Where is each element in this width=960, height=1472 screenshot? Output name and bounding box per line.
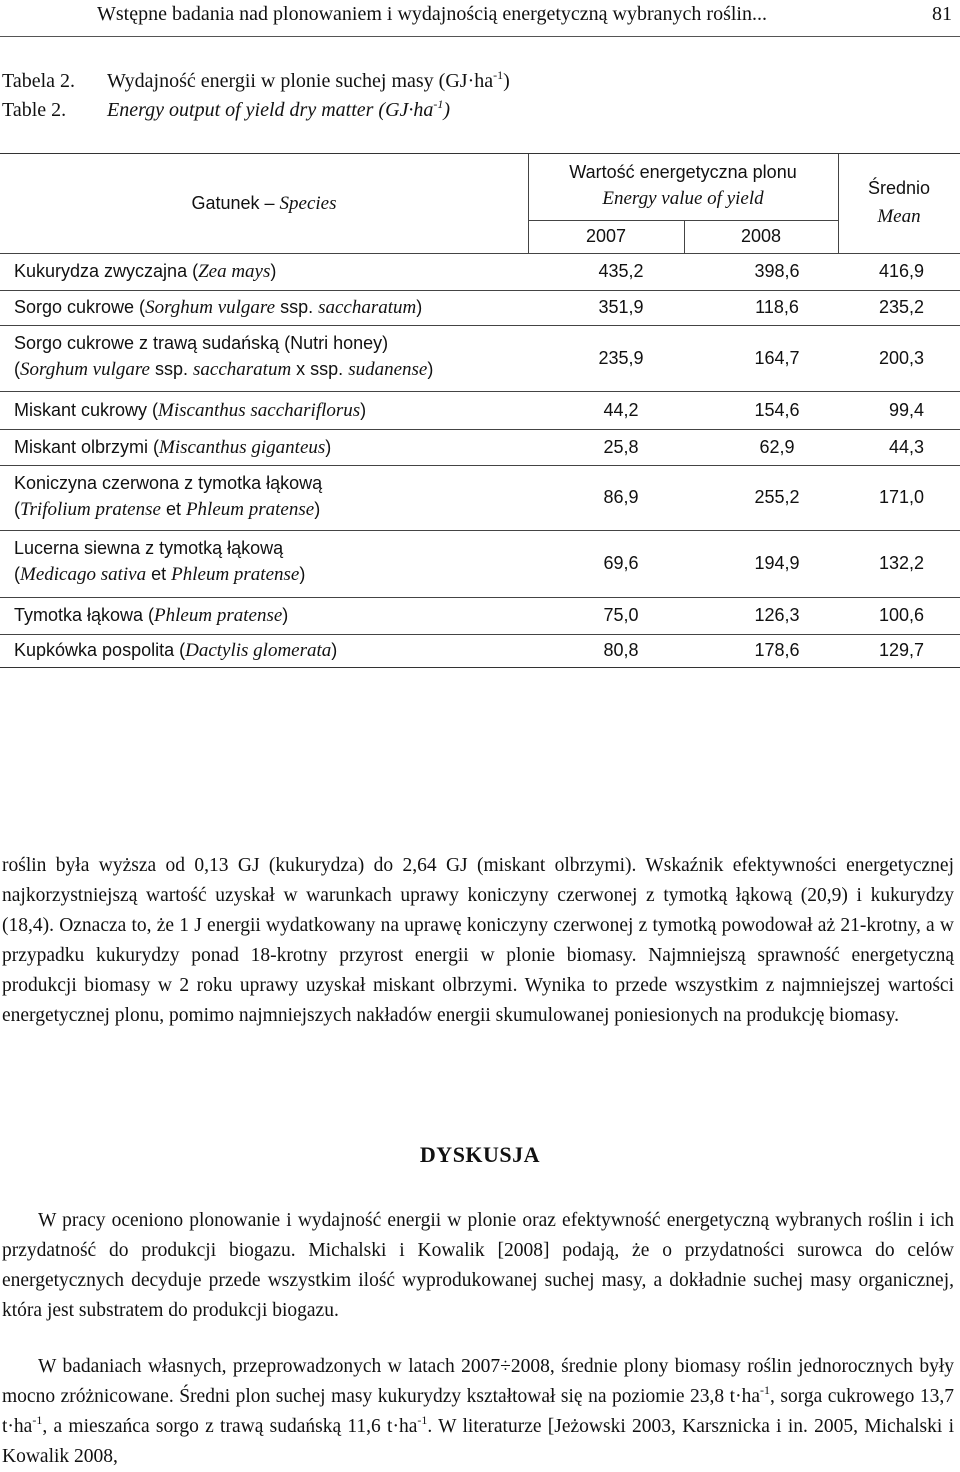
header-divider-right xyxy=(838,154,839,253)
species-name-line: (Sorghum vulgare ssp. saccharatum x ssp. sudanense) xyxy=(14,359,434,380)
value-mean: 100,6 xyxy=(878,605,924,625)
caption-label-en: Table 2. xyxy=(2,99,67,121)
value-2007: 235,9 xyxy=(598,348,644,368)
table-caption xyxy=(2,67,510,125)
row-rule xyxy=(0,325,960,326)
value-2007: 351,9 xyxy=(598,297,644,317)
row-rule xyxy=(0,530,960,531)
value-2007: 86,9 xyxy=(603,487,639,507)
value-2008: 62,9 xyxy=(759,437,795,457)
species-name-line: Kukurydza zwyczajna (Zea mays) xyxy=(14,261,277,282)
paragraph-results: roślin była wyższa od 0,13 GJ (kukurydza) do 2,64 GJ (miskant olbrzymi). Wskaźnik efektywności energetycznej najkorzystniejszą wartość uzyskał w warunkach uprawy koniczyny czerwonej z tymotką łąkową (20,9) i kukurydzy (18,4). Oznacza to, że 1 J energii wydatkowany na uprawę koniczyny czerwonej z tymotką powodował aż 21-krotny, a w przypadku kukurydzy ponad 18-krotny przyrost energii w plonie biomasy. Najmniejszą sprawność energetyczną produkcji biomasy w 2 roku uprawy uzyskał miskant olbrzymi. Wynika to przede wszystkim z najmniejszej wartości energetycznej plonu, pomimo najmniejszych nakładów energii skumulowanej poniesionych na produkcję biomasy. xyxy=(2,855,954,1026)
caption-text-pl: Wydajność energii w plonie suchej masy $(GJ\cdot ha^{-1})$ xyxy=(107,68,510,92)
energy-table xyxy=(0,153,960,668)
species-header: Gatunek – Species xyxy=(191,193,337,214)
mean-header-en: Mean xyxy=(877,206,921,227)
value-2007: 75,0 xyxy=(603,605,639,625)
value-2007: 69,6 xyxy=(603,553,639,573)
species-name-line: (Trifolium pratense et Phleum pratense) xyxy=(14,499,321,520)
value-2008: 194,9 xyxy=(754,553,800,573)
value-2008: 164,7 xyxy=(754,348,800,368)
species-name-line: Kupkówka pospolita (Dactylis glomerata) xyxy=(14,640,338,661)
mean-header-pl: Średnio xyxy=(867,178,931,198)
value-2008: 255,2 xyxy=(754,487,800,507)
row-rule xyxy=(0,597,960,598)
value-2007: 80,8 xyxy=(603,640,639,660)
value-mean: 416,9 xyxy=(878,261,924,281)
year-2008-header: 2008 xyxy=(740,226,782,246)
species-name-line: Sorgo cukrowe (Sorghum vulgare ssp. saccharatum) xyxy=(14,297,423,318)
species-name-line: Tymotka łąkowa (Phleum pratense) xyxy=(14,605,289,626)
caption-polish xyxy=(2,67,510,96)
caption-english xyxy=(2,96,510,125)
species-name-line: Sorgo cukrowe z trawą sudańską (Nutri honey) xyxy=(14,333,389,353)
caption-text-en: Energy output of yield dry matter $(GJ\cdot ha^{-1})$ xyxy=(107,97,451,121)
page-number: 81 xyxy=(932,3,952,25)
value-2008: 118,6 xyxy=(755,297,799,317)
species-name-line: Miskant olbrzymi (Miscanthus giganteus) xyxy=(14,437,332,458)
running-header xyxy=(0,0,960,37)
value-mean: 132,2 xyxy=(878,553,924,573)
value-2007: 25,8 xyxy=(603,437,639,457)
paragraph-discussion-1: W pracy oceniono plonowanie i wydajność energii w plonie oraz efektywność energetyczną wybranych roślin i ich przydatność do produkcji biogazu. Michalski i Kowalik [2008] podają, że o przydatności surowca do celów energetycznych decyduje przede wszystkim ilość wyprodukowanej suchej masy, a dokładnie suchej masy organicznej, która jest substratem do produkcji biogazu. xyxy=(2,1210,954,1321)
value-2008: 178,6 xyxy=(754,640,800,660)
value-mean: 200,3 xyxy=(878,348,924,368)
section-heading: DYSKUSJA xyxy=(419,1142,541,1167)
value-mean: 235,2 xyxy=(878,297,924,317)
running-title: Wstępne badania nad plonowaniem i wydajnością energetyczną wybranych roślin... xyxy=(97,3,767,25)
caption-label-pl: Tabela 2. xyxy=(2,70,76,92)
paragraph-discussion-2: W badaniach własnych, przeprowadzonych w latach 2007÷2008, średnie plony biomasy roślin jednorocznych były mocno zróżnicowane. Średni plon suchej masy kukurydzy kształtował się na poziomie 23,8 $t\cdot ha^{-1}$, sorga cukrowego 13,7 $t\cdot ha^{-1}$, a mieszańca sorgo z trawą sudańską 11,6 $t\cdot ha^{-1}$. W literaturze [Jeżowski 2003, Karsznicka i in. 2005, Michalski i Kowalik 2008, xyxy=(2,1356,954,1467)
value-2007: 44,2 xyxy=(603,400,639,420)
species-name-line: Lucerna siewna z tymotką łąkową xyxy=(14,538,284,558)
species-name-line: Miskant cukrowy (Miscanthus sacchariflorus) xyxy=(14,400,367,421)
species-name-line: (Medicago sativa et Phleum pratense) xyxy=(14,564,306,585)
row-rule xyxy=(0,429,960,430)
value-mean: 44,3 xyxy=(888,437,924,457)
row-rule xyxy=(0,634,960,635)
value-mean: 171,0 xyxy=(878,487,924,507)
header-rule xyxy=(0,253,960,254)
row-rule xyxy=(0,465,960,466)
year-2007-header: 2007 xyxy=(585,226,627,246)
row-rule xyxy=(0,290,960,291)
subheader-rule xyxy=(528,220,838,221)
value-mean: 99,4 xyxy=(888,400,924,420)
value-2008: 126,3 xyxy=(754,605,800,625)
value-2008: 398,6 xyxy=(754,261,800,281)
row-rule xyxy=(0,391,960,392)
value-header-pl: Wartość energetyczna plonu xyxy=(569,162,797,182)
value-2007: 435,2 xyxy=(598,261,644,281)
value-header-en: Energy value of yield xyxy=(602,188,764,209)
value-2008: 154,6 xyxy=(754,400,800,420)
value-mean: 129,7 xyxy=(878,640,924,660)
species-name-line: Koniczyna czerwona z tymotka łąkową xyxy=(14,473,323,493)
